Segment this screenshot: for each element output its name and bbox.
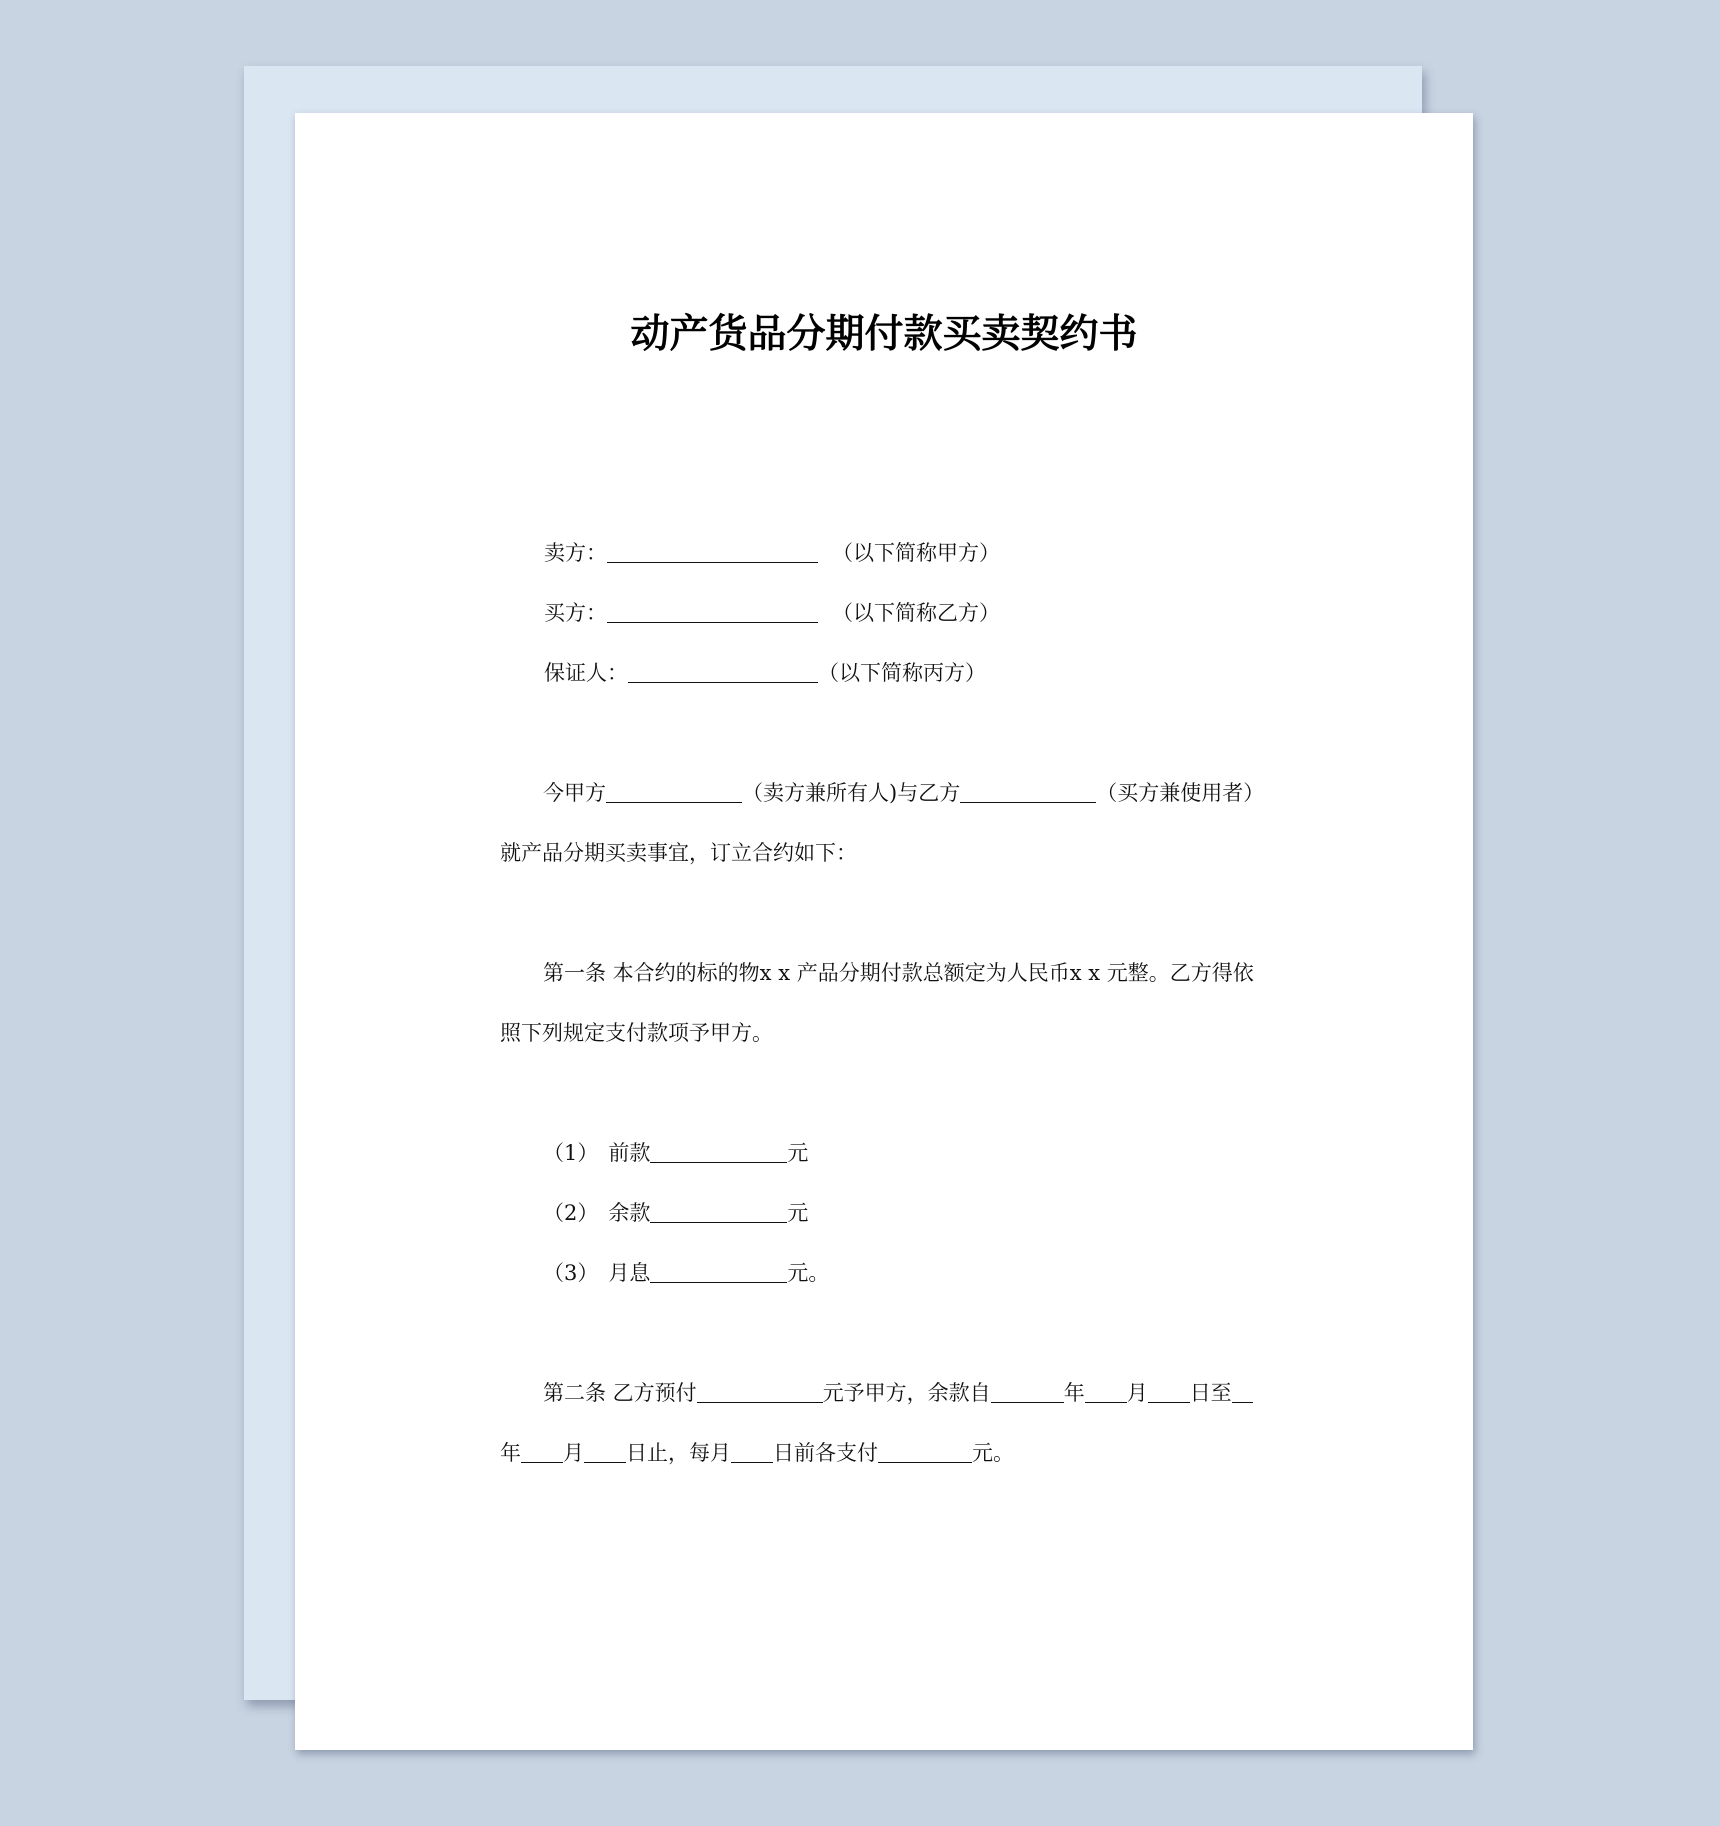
preamble-text: 今甲方 [543,781,606,805]
payment-item-monthly-interest [543,1260,829,1286]
preamble-text: （卖方兼所有人)与乙方 [742,781,961,805]
guarantor-blank[interactable] [628,664,818,683]
preamble-line-1 [543,780,1264,806]
end-year-blank[interactable] [1232,1384,1253,1403]
document-title: 动产货品分期付款买卖契约书 [630,312,1138,357]
end-month-blank[interactable] [521,1444,563,1463]
seller-blank[interactable] [607,544,818,563]
party-label: 买方： [544,601,607,625]
item-unit: 元 [787,1201,809,1225]
article-2-line-1 [543,1380,1253,1406]
item-unit: 元。 [787,1261,830,1285]
monthly-due-day-blank[interactable] [731,1444,773,1463]
party-label: 保证人： [544,661,628,685]
down-payment-blank[interactable] [650,1144,787,1163]
article-text: 日止，每月 [626,1441,731,1465]
party-row-buyer [544,600,1000,626]
balance-blank[interactable] [650,1204,787,1223]
item-unit: 元 [787,1141,809,1165]
party-note: （以下简称丙方） [818,661,986,685]
item-label: 月息 [608,1261,651,1285]
article-text: 月 [1126,1381,1148,1405]
article-1-line-1: 第一条 本合约的标的物x x 产品分期付款总额定为人民币x x 元整。乙方得依 [543,961,1254,985]
item-number: （2） [543,1201,599,1225]
item-number: （3） [543,1261,599,1285]
payment-item-balance [543,1200,808,1226]
item-number: （1） [543,1141,599,1165]
article-text: 元予甲方，余款自 [822,1381,991,1405]
preamble-text: （买方兼使用者） [1096,781,1265,805]
article-2-line-2 [500,1440,1014,1466]
monthly-interest-blank[interactable] [650,1264,787,1283]
prepay-amount-blank[interactable] [697,1384,823,1403]
party-row-seller [544,540,1000,566]
start-day-blank[interactable] [1148,1384,1190,1403]
article-text: 第二条 乙方预付 [543,1381,697,1405]
end-day-blank[interactable] [584,1444,626,1463]
party-label: 卖方： [544,541,607,565]
start-year-blank[interactable] [991,1384,1064,1403]
party-note: （以下简称甲方） [832,541,1000,565]
article-1-line-2: 照下列规定支付款项予甲方。 [500,1021,773,1045]
party-row-guarantor [544,660,986,686]
monthly-amount-blank[interactable] [878,1444,972,1463]
article-text: 元。 [972,1441,1014,1465]
party-b-blank[interactable] [960,784,1096,803]
buyer-blank[interactable] [607,604,818,623]
item-label: 前款 [608,1141,651,1165]
article-text: 月 [563,1441,584,1465]
party-note: （以下简称乙方） [832,601,1000,625]
item-label: 余款 [608,1201,651,1225]
article-text: 年 [1063,1381,1085,1405]
article-text: 年 [500,1441,521,1465]
article-text: 日前各支付 [773,1441,878,1465]
start-month-blank[interactable] [1085,1384,1127,1403]
party-a-blank[interactable] [606,784,742,803]
payment-item-down-payment [543,1140,808,1166]
article-text: 日至 [1189,1381,1232,1405]
preamble-line-2: 就产品分期买卖事宜，订立合约如下： [500,841,857,865]
